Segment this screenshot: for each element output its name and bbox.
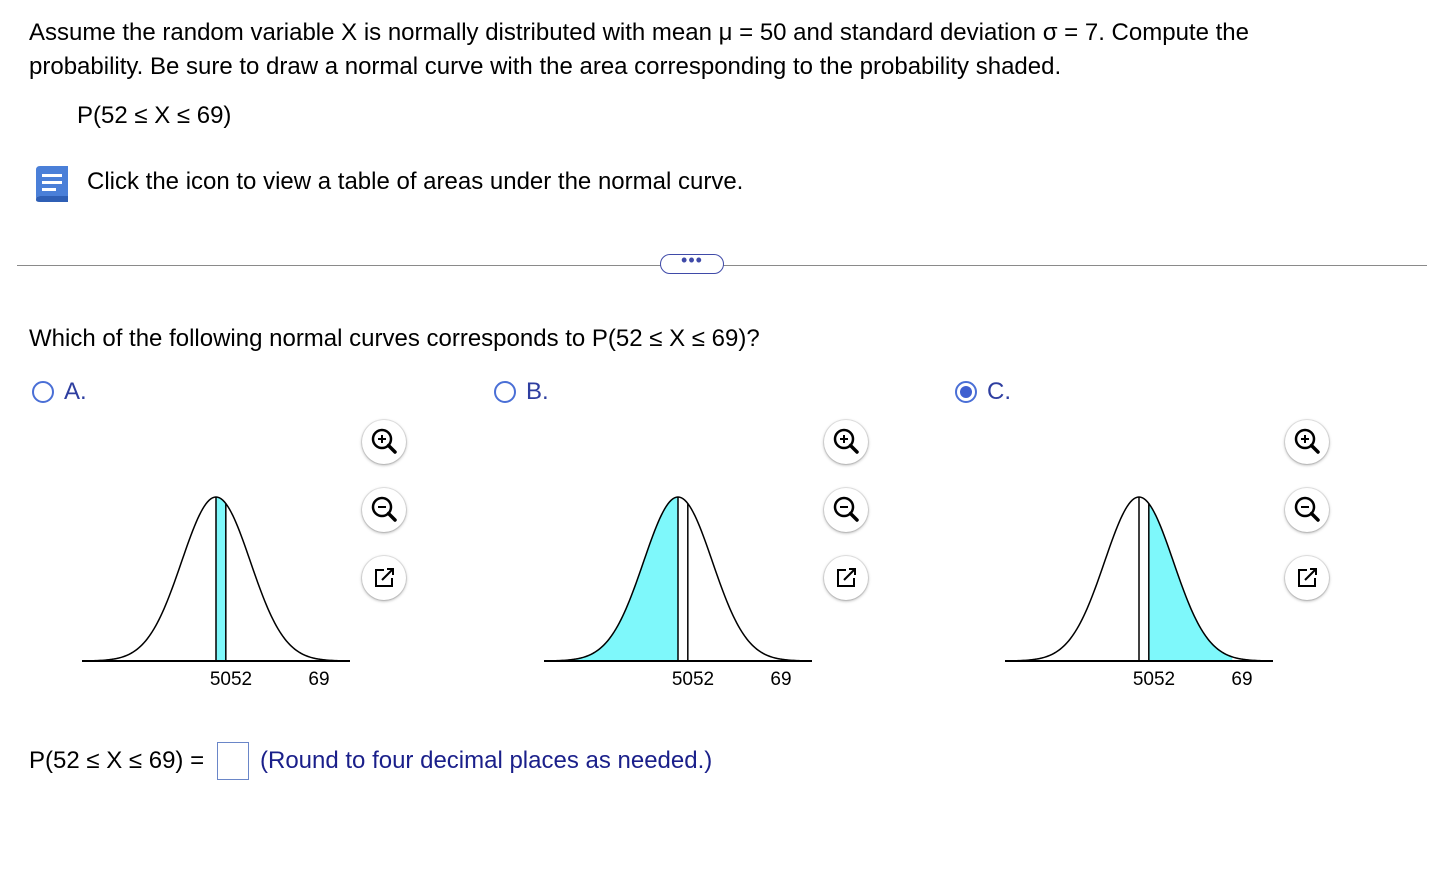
radio-option-c[interactable] <box>955 381 977 403</box>
normal-curve-graph-b <box>532 405 832 695</box>
expand-button[interactable]: ••• <box>660 254 724 274</box>
zoom-out-button-b[interactable] <box>824 488 868 532</box>
tick-label-center-b: 5052 <box>671 669 715 690</box>
probability-expression: P(52 ≤ X ≤ 69) <box>77 102 232 129</box>
option-b[interactable] <box>494 375 549 409</box>
answer-input[interactable] <box>217 742 249 780</box>
normal-curve-graph-a <box>70 405 370 695</box>
option-c-label: C. <box>987 378 1011 405</box>
zoom-in-icon <box>1285 420 1329 464</box>
zoom-in-icon <box>824 420 868 464</box>
zoom-in-icon <box>362 420 406 464</box>
tick-label-center-a: 5052 <box>209 669 253 690</box>
zoom-in-button-a[interactable] <box>362 420 406 464</box>
open-in-new-window-icon <box>362 556 406 600</box>
problem-line-2: probability. Be sure to draw a normal curve with the area corresponding to the probability shaded. <box>29 53 1062 80</box>
tick-label-center-c: 5052 <box>1132 669 1176 690</box>
open-in-new-window-button-b[interactable] <box>824 556 868 600</box>
zoom-in-button-c[interactable] <box>1285 420 1329 464</box>
book-icon[interactable] <box>30 164 72 204</box>
problem-line-1: Assume the random variable X is normally distributed with mean μ = 50 and standard deviation σ = 7. Compute the <box>29 19 1249 46</box>
open-in-new-window-icon <box>1285 556 1329 600</box>
normal-curve-graph-c <box>993 405 1293 695</box>
problem-statement <box>29 16 1249 84</box>
option-b-label: B. <box>526 378 549 405</box>
round-hint: (Round to four decimal places as needed.) <box>260 747 713 774</box>
zoom-out-icon <box>824 488 868 532</box>
question-text: Which of the following normal curves corresponds to P(52 ≤ X ≤ 69)? <box>29 325 760 352</box>
zoom-out-icon <box>362 488 406 532</box>
table-link-text[interactable]: Click the icon to view a table of areas under the normal curve. <box>87 168 744 195</box>
open-in-new-window-icon <box>824 556 868 600</box>
radio-option-a[interactable] <box>32 381 54 403</box>
zoom-out-button-a[interactable] <box>362 488 406 532</box>
tick-label-right-b: 69 <box>770 669 792 690</box>
option-a-label: A. <box>64 378 87 405</box>
option-a[interactable] <box>32 375 87 409</box>
zoom-out-button-c[interactable] <box>1285 488 1329 532</box>
answer-prefix: P(52 ≤ X ≤ 69) = <box>29 747 205 774</box>
open-in-new-window-button-a[interactable] <box>362 556 406 600</box>
tick-label-right-a: 69 <box>308 669 330 690</box>
zoom-out-icon <box>1285 488 1329 532</box>
tick-label-right-c: 69 <box>1231 669 1253 690</box>
open-in-new-window-button-c[interactable] <box>1285 556 1329 600</box>
zoom-in-button-b[interactable] <box>824 420 868 464</box>
option-c[interactable] <box>955 375 1011 409</box>
shaded-area-a <box>216 497 226 661</box>
radio-option-b[interactable] <box>494 381 516 403</box>
